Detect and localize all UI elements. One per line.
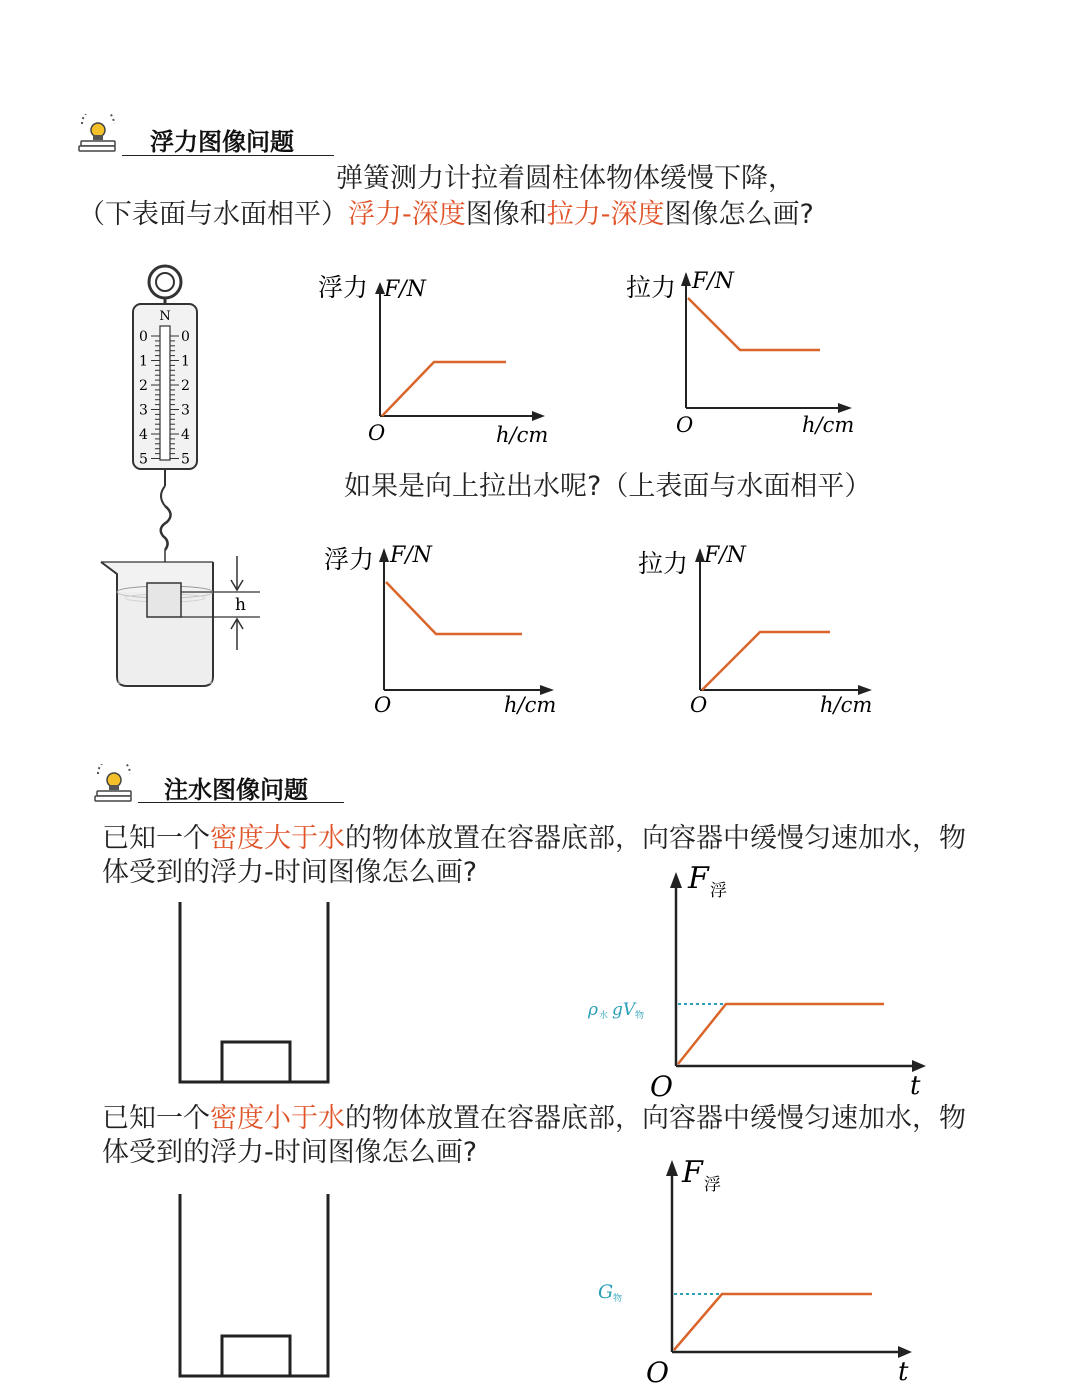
scale-tick-label: 0 xyxy=(181,329,190,345)
svg-text:浮力: 浮力 xyxy=(318,273,369,302)
svg-text:O: O xyxy=(368,421,386,445)
scale-tick-label: 5 xyxy=(181,451,190,468)
question-b-line-1: 已知一个密度小于水的物体放置在容器底部，向容器中缓慢匀速加水，物 xyxy=(102,1103,966,1134)
svg-text:浮: 浮 xyxy=(704,1175,721,1195)
question-a-line-2: 体受到的浮力-时间图像怎么画? xyxy=(102,857,478,888)
spring-scale-illustration xyxy=(95,258,270,698)
graph-tension-depth-down xyxy=(618,258,868,443)
svg-text:F/N: F/N xyxy=(390,543,432,568)
svg-text:O: O xyxy=(650,1070,673,1100)
svg-text:F: F xyxy=(682,1155,703,1190)
svg-text:F/N: F/N xyxy=(704,543,746,568)
svg-text:t: t xyxy=(910,1071,921,1100)
svg-text:拉力: 拉力 xyxy=(626,273,677,302)
container-dense-object xyxy=(170,900,340,1088)
graph4-series-line xyxy=(702,632,830,690)
graph-buoyancy-time-light xyxy=(580,1150,940,1390)
scale-tick-label: 4 xyxy=(139,427,148,443)
svg-text:浮力: 浮力 xyxy=(324,545,375,574)
graph-buoyancy-time-dense xyxy=(580,860,940,1100)
section-title-underline xyxy=(122,155,334,156)
svg-text:拉力: 拉力 xyxy=(638,549,689,578)
svg-text:h/cm: h/cm xyxy=(504,693,557,717)
container-light-object xyxy=(170,1192,340,1382)
section-title-buoyancy-graph: 浮力图像问题 xyxy=(150,128,294,156)
scale-unit-label: N xyxy=(159,309,171,324)
svg-text:F: F xyxy=(688,861,709,896)
section-title-underline xyxy=(138,802,344,803)
svg-text:h/cm: h/cm xyxy=(496,423,549,447)
svg-text:O: O xyxy=(374,693,392,717)
section-title-water-fill-graph: 注水图像问题 xyxy=(164,776,308,804)
graph6-series-line xyxy=(674,1294,872,1350)
scale-tick-label: 1 xyxy=(181,353,190,370)
scale-tick-label: 1 xyxy=(139,353,148,370)
svg-text:F/N: F/N xyxy=(692,269,734,294)
svg-text:水: 水 xyxy=(599,1011,609,1021)
svg-text:浮: 浮 xyxy=(710,881,727,901)
book-lamp-icon xyxy=(76,114,120,156)
scale-tick-label: 0 xyxy=(139,329,148,345)
svg-text:h/cm: h/cm xyxy=(820,693,873,717)
book-lamp-icon xyxy=(92,764,136,806)
scale-tick-label: 3 xyxy=(181,402,190,419)
scale-tick-label: 5 xyxy=(139,451,148,468)
graph2-series-line xyxy=(688,298,820,350)
graph5-series-line xyxy=(678,1004,884,1064)
scale-tick-label: 2 xyxy=(139,378,148,394)
graph-buoyancy-depth-down xyxy=(310,264,560,449)
graph3-series-line xyxy=(386,582,522,634)
scale-tick-label: 3 xyxy=(139,402,148,419)
svg-text:gV: gV xyxy=(612,1000,636,1020)
graph1-series-line xyxy=(382,362,506,416)
svg-text:O: O xyxy=(676,413,694,437)
svg-text:h/cm: h/cm xyxy=(802,413,855,437)
svg-text:t: t xyxy=(898,1357,909,1387)
question-b-line-2: 体受到的浮力-时间图像怎么画? xyxy=(102,1137,478,1168)
graph-tension-depth-up xyxy=(634,532,884,722)
svg-text:ρ: ρ xyxy=(588,1000,598,1020)
svg-text:F/N: F/N xyxy=(384,277,426,302)
svg-text:O: O xyxy=(690,693,708,717)
scale-tick-label: 4 xyxy=(181,427,190,443)
question-line-1: 弹簧测力计拉着圆柱体物体缓慢下降， xyxy=(336,163,795,194)
question-line-2: （下表面与水面相平）浮力-深度图像和拉力-深度图像怎么画? xyxy=(78,199,814,230)
graph-buoyancy-depth-up xyxy=(318,532,568,722)
sub-question-pull-out: 如果是向上拉出水呢?（上表面与水面相平） xyxy=(344,471,872,502)
question-a-line-1: 已知一个密度大于水的物体放置在容器底部，向容器中缓慢匀速加水，物 xyxy=(102,823,966,854)
svg-text:O: O xyxy=(646,1356,669,1389)
scale-tick-label: 2 xyxy=(181,378,190,394)
svg-text:物: 物 xyxy=(635,1011,645,1021)
svg-text:物: 物 xyxy=(613,1294,623,1304)
depth-h-label: h xyxy=(235,595,246,615)
svg-text:G: G xyxy=(598,1281,614,1303)
